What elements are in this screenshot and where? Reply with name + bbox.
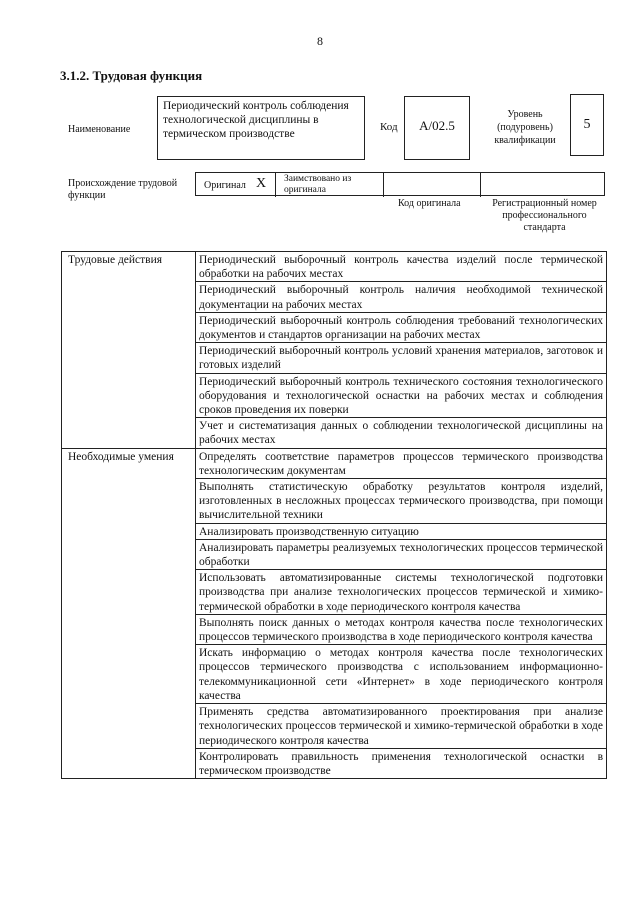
labor-function-table — [61, 251, 607, 779]
code-value: А/02.5 — [419, 118, 455, 133]
table-row — [62, 252, 607, 282]
reg-number-caption: Регистрационный номер профессионального стандарта — [492, 198, 597, 233]
original-code-caption: Код оригинала — [398, 198, 461, 209]
skill-item: Выполнять статистическую обработку результатов контроля изделий, изготовленных в несложных процессах термического производства, при помощи вычислительной техники — [196, 479, 607, 524]
skill-item: Контролировать правильность применения технологической оснастки в термическом производстве — [196, 748, 607, 778]
skill-item: Использовать автоматизированные системы технологической подготовки производства при анализе технологических процессов термической и химико-термической обработки в ходе периодического контроля качества — [196, 570, 607, 615]
original-code-cell — [384, 173, 481, 197]
action-item: Периодический выборочный контроль качества изделий после термической обработки на рабочих местах — [196, 252, 607, 282]
category-skills: Необходимые умения — [62, 448, 196, 778]
skill-item: Анализировать производственную ситуацию — [196, 523, 607, 539]
code-label: Код — [380, 121, 398, 133]
original-label: Оригинал — [204, 180, 246, 191]
action-item: Учет и систематизация данных о соблюдении технологической дисциплины на рабочих местах — [196, 418, 607, 448]
skill-item: Анализировать параметры реализуемых технологических процессов термической обработки — [196, 539, 607, 569]
category-actions: Трудовые действия — [62, 252, 196, 449]
action-item: Периодический выборочный контроль наличия необходимой технической документации на рабочих местах — [196, 282, 607, 312]
borrowed-label: Заимствовано из оригинала — [284, 174, 352, 195]
skill-item: Выполнять поиск данных о методах контроля качества после технологических процессов термического производства в ходе периодического контроля качества — [196, 614, 607, 644]
origin-row — [195, 172, 605, 196]
origin-label: Происхождение трудовой функции — [68, 178, 178, 201]
name-box — [157, 96, 365, 160]
section-title: 3.1.2. Трудовая функция — [60, 68, 203, 83]
skill-item: Определять соответствие параметров процессов термического производства технологическим документам — [196, 448, 607, 478]
action-item: Периодический выборочный контроль условий хранения материалов, заготовок и готовых изделий — [196, 343, 607, 373]
level-label: Уровень (подуровень) квалификации — [494, 109, 556, 146]
skill-item: Применять средства автоматизированного проектирования при анализе технологических процессов термической и химико-термической обработки в ходе периодического контроля качества — [196, 704, 607, 749]
function-name: Периодический контроль соблюдения технологической дисциплины в термическом производстве — [163, 100, 349, 140]
original-mark: X — [256, 176, 267, 191]
name-label: Наименование — [68, 124, 131, 135]
action-item: Периодический выборочный контроль технического состояния технологического оборудования и технологической оснастки на рабочих местах и соблюдения сроков проведения их поверки — [196, 373, 607, 418]
table-row — [62, 448, 607, 478]
page-number: 8 — [317, 34, 323, 48]
action-item: Периодический выборочный контроль соблюдения требований технологических документов и стандартов организации на рабочих местах — [196, 312, 607, 342]
level-value: 5 — [583, 117, 591, 132]
skill-item: Искать информацию о методах контроля качества после технологических процессов термического производства с использованием информационно-телекоммуникационной сети «Интернет» в ходе периодического контроля качества — [196, 645, 607, 704]
